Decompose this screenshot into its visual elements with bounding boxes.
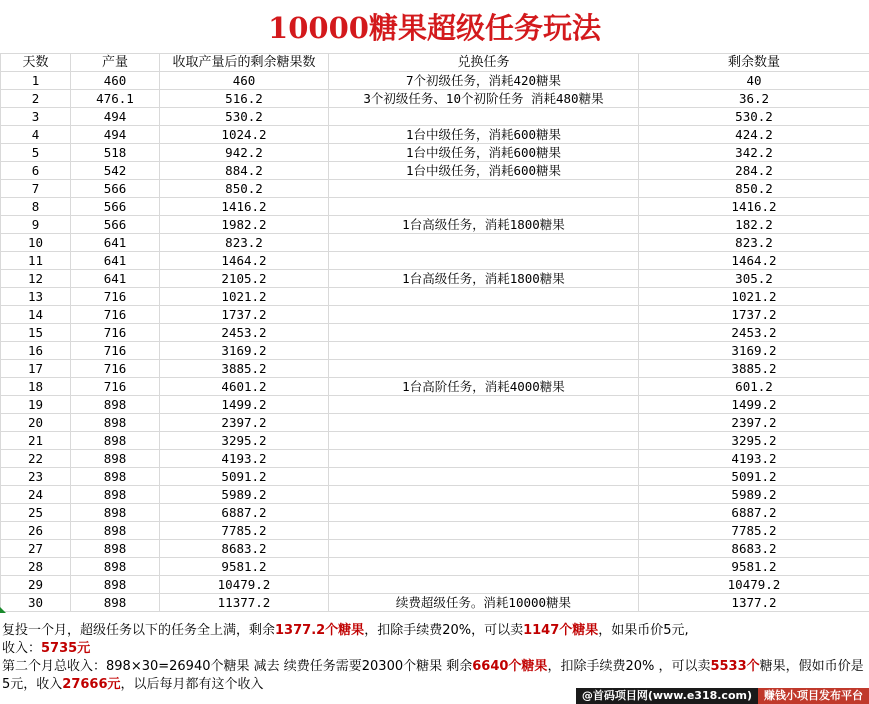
cell-day: 10 [1,234,71,252]
table-row [1,90,869,108]
table-row [1,252,869,270]
cell-exchange-task: 1台高阶任务，消耗4000糖果 [329,378,639,396]
cell-day: 26 [1,522,71,540]
cell-output: 898 [71,468,160,486]
cell-remaining-after-collect: 1499.2 [160,396,329,414]
cell-day: 4 [1,126,71,144]
cell-day: 21 [1,432,71,450]
header-day: 天数 [1,54,71,72]
cell-remaining-after-collect: 4601.2 [160,378,329,396]
highlight-text: 5533个 [710,659,760,674]
cell-output: 641 [71,252,160,270]
cell-remaining-after-collect: 6887.2 [160,504,329,522]
table-row [1,144,869,162]
cell-day: 18 [1,378,71,396]
cell-exchange-task: 7个初级任务，消耗420糖果 [329,72,639,90]
cell-remaining-count: 4193.2 [639,450,869,468]
cell-remaining-after-collect: 9581.2 [160,558,329,576]
cell-exchange-task [329,486,639,504]
cell-day: 3 [1,108,71,126]
cell-output: 898 [71,432,160,450]
cell-exchange-task [329,288,639,306]
table-row [1,378,869,396]
cell-remaining-after-collect: 1416.2 [160,198,329,216]
cell-output: 898 [71,414,160,432]
cell-output: 641 [71,270,160,288]
highlight-text: 27666元 [62,677,121,692]
summary-line-1 [2,622,866,640]
note-text: 复投一个月，超级任务以下的任务全上满，剩余 [2,623,276,638]
cell-remaining-after-collect: 2397.2 [160,414,329,432]
cell-output: 716 [71,360,160,378]
cell-remaining-after-collect: 10479.2 [160,576,329,594]
cell-exchange-task [329,558,639,576]
table-row [1,270,869,288]
cell-day: 12 [1,270,71,288]
cell-remaining-after-collect: 8683.2 [160,540,329,558]
cell-day: 22 [1,450,71,468]
cell-exchange-task [329,450,639,468]
cell-exchange-task [329,360,639,378]
cell-output: 716 [71,342,160,360]
cell-marker-icon [0,607,6,613]
table-row [1,522,869,540]
cell-exchange-task: 1台中级任务，消耗600糖果 [329,126,639,144]
cell-exchange-task: 续费超级任务。消耗10000糖果 [329,594,639,612]
header-exchange-task: 兑换任务 [329,54,639,72]
cell-output: 898 [71,504,160,522]
cell-output: 898 [71,594,160,612]
cell-day: 8 [1,198,71,216]
cell-remaining-count: 2397.2 [639,414,869,432]
task-table [0,53,869,612]
cell-output: 518 [71,144,160,162]
table-row [1,432,869,450]
cell-exchange-task: 1台高级任务，消耗1800糖果 [329,216,639,234]
table-row [1,414,869,432]
note-text: ，扣除手续费20% ，可以卖 [547,659,711,674]
table-row [1,324,869,342]
cell-exchange-task: 1台中级任务，消耗600糖果 [329,162,639,180]
cell-day: 27 [1,540,71,558]
cell-output: 566 [71,198,160,216]
cell-day: 28 [1,558,71,576]
summary-notes [2,622,866,694]
table-row [1,72,869,90]
cell-output: 494 [71,108,160,126]
cell-remaining-count: 8683.2 [639,540,869,558]
highlight-text: 1377.2个糖果 [275,623,365,638]
cell-output: 476.1 [71,90,160,108]
cell-exchange-task: 1台中级任务，消耗600糖果 [329,144,639,162]
table-row [1,594,869,612]
cell-remaining-count: 10479.2 [639,576,869,594]
cell-remaining-count: 601.2 [639,378,869,396]
cell-exchange-task [329,324,639,342]
table-row [1,486,869,504]
cell-remaining-after-collect: 1464.2 [160,252,329,270]
note-text: ，以后每月都有这个收入 [120,677,264,692]
cell-remaining-after-collect: 1982.2 [160,216,329,234]
cell-day: 23 [1,468,71,486]
cell-remaining-after-collect: 850.2 [160,180,329,198]
header-output: 产量 [71,54,160,72]
table-row [1,558,869,576]
table-body [1,72,869,612]
cell-day: 14 [1,306,71,324]
cell-exchange-task [329,234,639,252]
cell-remaining-count: 6887.2 [639,504,869,522]
cell-remaining-after-collect: 460 [160,72,329,90]
table-row [1,306,869,324]
cell-exchange-task [329,540,639,558]
cell-remaining-count: 5989.2 [639,486,869,504]
table-row [1,342,869,360]
note-text: 第二个月总收入：898×30=26940个糖果 减去 续费任务需要20300个糖果 剩余 [2,659,473,674]
watermark [576,688,869,704]
table-row [1,198,869,216]
cell-exchange-task: 3个初级任务、10个初阶任务 消耗480糖果 [329,90,639,108]
cell-output: 566 [71,216,160,234]
cell-remaining-after-collect: 2453.2 [160,324,329,342]
cell-remaining-after-collect: 3295.2 [160,432,329,450]
cell-remaining-after-collect: 1024.2 [160,126,329,144]
table-row [1,540,869,558]
cell-remaining-after-collect: 530.2 [160,108,329,126]
table-row [1,396,869,414]
cell-exchange-task [329,468,639,486]
cell-remaining-after-collect: 7785.2 [160,522,329,540]
cell-remaining-count: 2453.2 [639,324,869,342]
cell-exchange-task [329,432,639,450]
cell-remaining-count: 342.2 [639,144,869,162]
cell-remaining-count: 1464.2 [639,252,869,270]
cell-remaining-count: 40 [639,72,869,90]
highlight-text: 1147个糖果 [523,623,599,638]
cell-remaining-count: 1377.2 [639,594,869,612]
cell-remaining-count: 7785.2 [639,522,869,540]
cell-remaining-count: 823.2 [639,234,869,252]
cell-exchange-task [329,504,639,522]
cell-output: 494 [71,126,160,144]
note-text: 糖果，假如币价是5元，收入 [2,659,864,692]
cell-output: 542 [71,162,160,180]
cell-output: 566 [71,180,160,198]
table-row [1,108,869,126]
highlight-text: 6640个糖果 [472,659,548,674]
cell-exchange-task [329,342,639,360]
cell-day: 20 [1,414,71,432]
cell-day: 30 [1,594,71,612]
cell-exchange-task [329,522,639,540]
cell-day: 1 [1,72,71,90]
cell-remaining-count: 36.2 [639,90,869,108]
table-row [1,234,869,252]
cell-day: 5 [1,144,71,162]
cell-remaining-count: 3169.2 [639,342,869,360]
cell-exchange-task: 1台高级任务，消耗1800糖果 [329,270,639,288]
note-text: 收入： [2,641,42,656]
cell-output: 460 [71,72,160,90]
cell-exchange-task [329,306,639,324]
cell-day: 11 [1,252,71,270]
cell-remaining-after-collect: 3885.2 [160,360,329,378]
cell-day: 13 [1,288,71,306]
cell-output: 898 [71,576,160,594]
cell-remaining-count: 1021.2 [639,288,869,306]
cell-remaining-count: 850.2 [639,180,869,198]
cell-remaining-count: 1737.2 [639,306,869,324]
cell-exchange-task [329,396,639,414]
watermark-slogan: 赚钱小项目发布平台 [758,688,869,704]
cell-remaining-after-collect: 2105.2 [160,270,329,288]
table-row [1,450,869,468]
cell-day: 6 [1,162,71,180]
cell-remaining-after-collect: 3169.2 [160,342,329,360]
cell-day: 16 [1,342,71,360]
cell-output: 716 [71,378,160,396]
cell-remaining-count: 530.2 [639,108,869,126]
cell-remaining-count: 3295.2 [639,432,869,450]
cell-remaining-after-collect: 5091.2 [160,468,329,486]
cell-day: 7 [1,180,71,198]
cell-output: 898 [71,522,160,540]
header-remaining-after-collect: 收取产量后的剩余糖果数 [160,54,329,72]
cell-remaining-after-collect: 942.2 [160,144,329,162]
watermark-site: @首码项目网(www.e318.com) [576,688,758,704]
cell-remaining-count: 1499.2 [639,396,869,414]
cell-exchange-task [329,180,639,198]
cell-output: 641 [71,234,160,252]
cell-output: 898 [71,558,160,576]
cell-remaining-count: 5091.2 [639,468,869,486]
cell-remaining-after-collect: 823.2 [160,234,329,252]
cell-remaining-count: 424.2 [639,126,869,144]
cell-output: 898 [71,486,160,504]
table-row [1,216,869,234]
table-row [1,180,869,198]
table-header-row [1,54,869,72]
header-remaining-count: 剩余数量 [639,54,869,72]
table-row [1,126,869,144]
cell-day: 2 [1,90,71,108]
cell-exchange-task [329,576,639,594]
cell-day: 25 [1,504,71,522]
cell-exchange-task [329,414,639,432]
cell-remaining-count: 9581.2 [639,558,869,576]
page-title: 10000糖果超级任务玩法 [268,11,601,45]
cell-remaining-after-collect: 4193.2 [160,450,329,468]
cell-output: 716 [71,288,160,306]
cell-remaining-count: 182.2 [639,216,869,234]
cell-output: 898 [71,450,160,468]
cell-output: 898 [71,396,160,414]
cell-remaining-count: 305.2 [639,270,869,288]
cell-day: 17 [1,360,71,378]
cell-day: 19 [1,396,71,414]
cell-remaining-after-collect: 11377.2 [160,594,329,612]
table-row [1,360,869,378]
cell-remaining-count: 284.2 [639,162,869,180]
cell-exchange-task [329,108,639,126]
cell-remaining-count: 3885.2 [639,360,869,378]
table-row [1,468,869,486]
cell-output: 898 [71,540,160,558]
cell-exchange-task [329,198,639,216]
cell-output: 716 [71,324,160,342]
table-row [1,576,869,594]
note-text: ，如果币价5元, [598,623,689,638]
table-row [1,288,869,306]
note-text: ，扣除手续费20%，可以卖 [364,623,524,638]
cell-remaining-after-collect: 1021.2 [160,288,329,306]
summary-line-2 [2,640,866,658]
cell-remaining-after-collect: 5989.2 [160,486,329,504]
cell-output: 716 [71,306,160,324]
cell-remaining-after-collect: 884.2 [160,162,329,180]
cell-day: 24 [1,486,71,504]
cell-exchange-task [329,252,639,270]
highlight-text: 5735元 [41,641,91,656]
cell-day: 29 [1,576,71,594]
cell-remaining-after-collect: 516.2 [160,90,329,108]
cell-day: 15 [1,324,71,342]
cell-remaining-after-collect: 1737.2 [160,306,329,324]
cell-remaining-count: 1416.2 [639,198,869,216]
cell-day: 9 [1,216,71,234]
table-row [1,504,869,522]
table-row [1,162,869,180]
